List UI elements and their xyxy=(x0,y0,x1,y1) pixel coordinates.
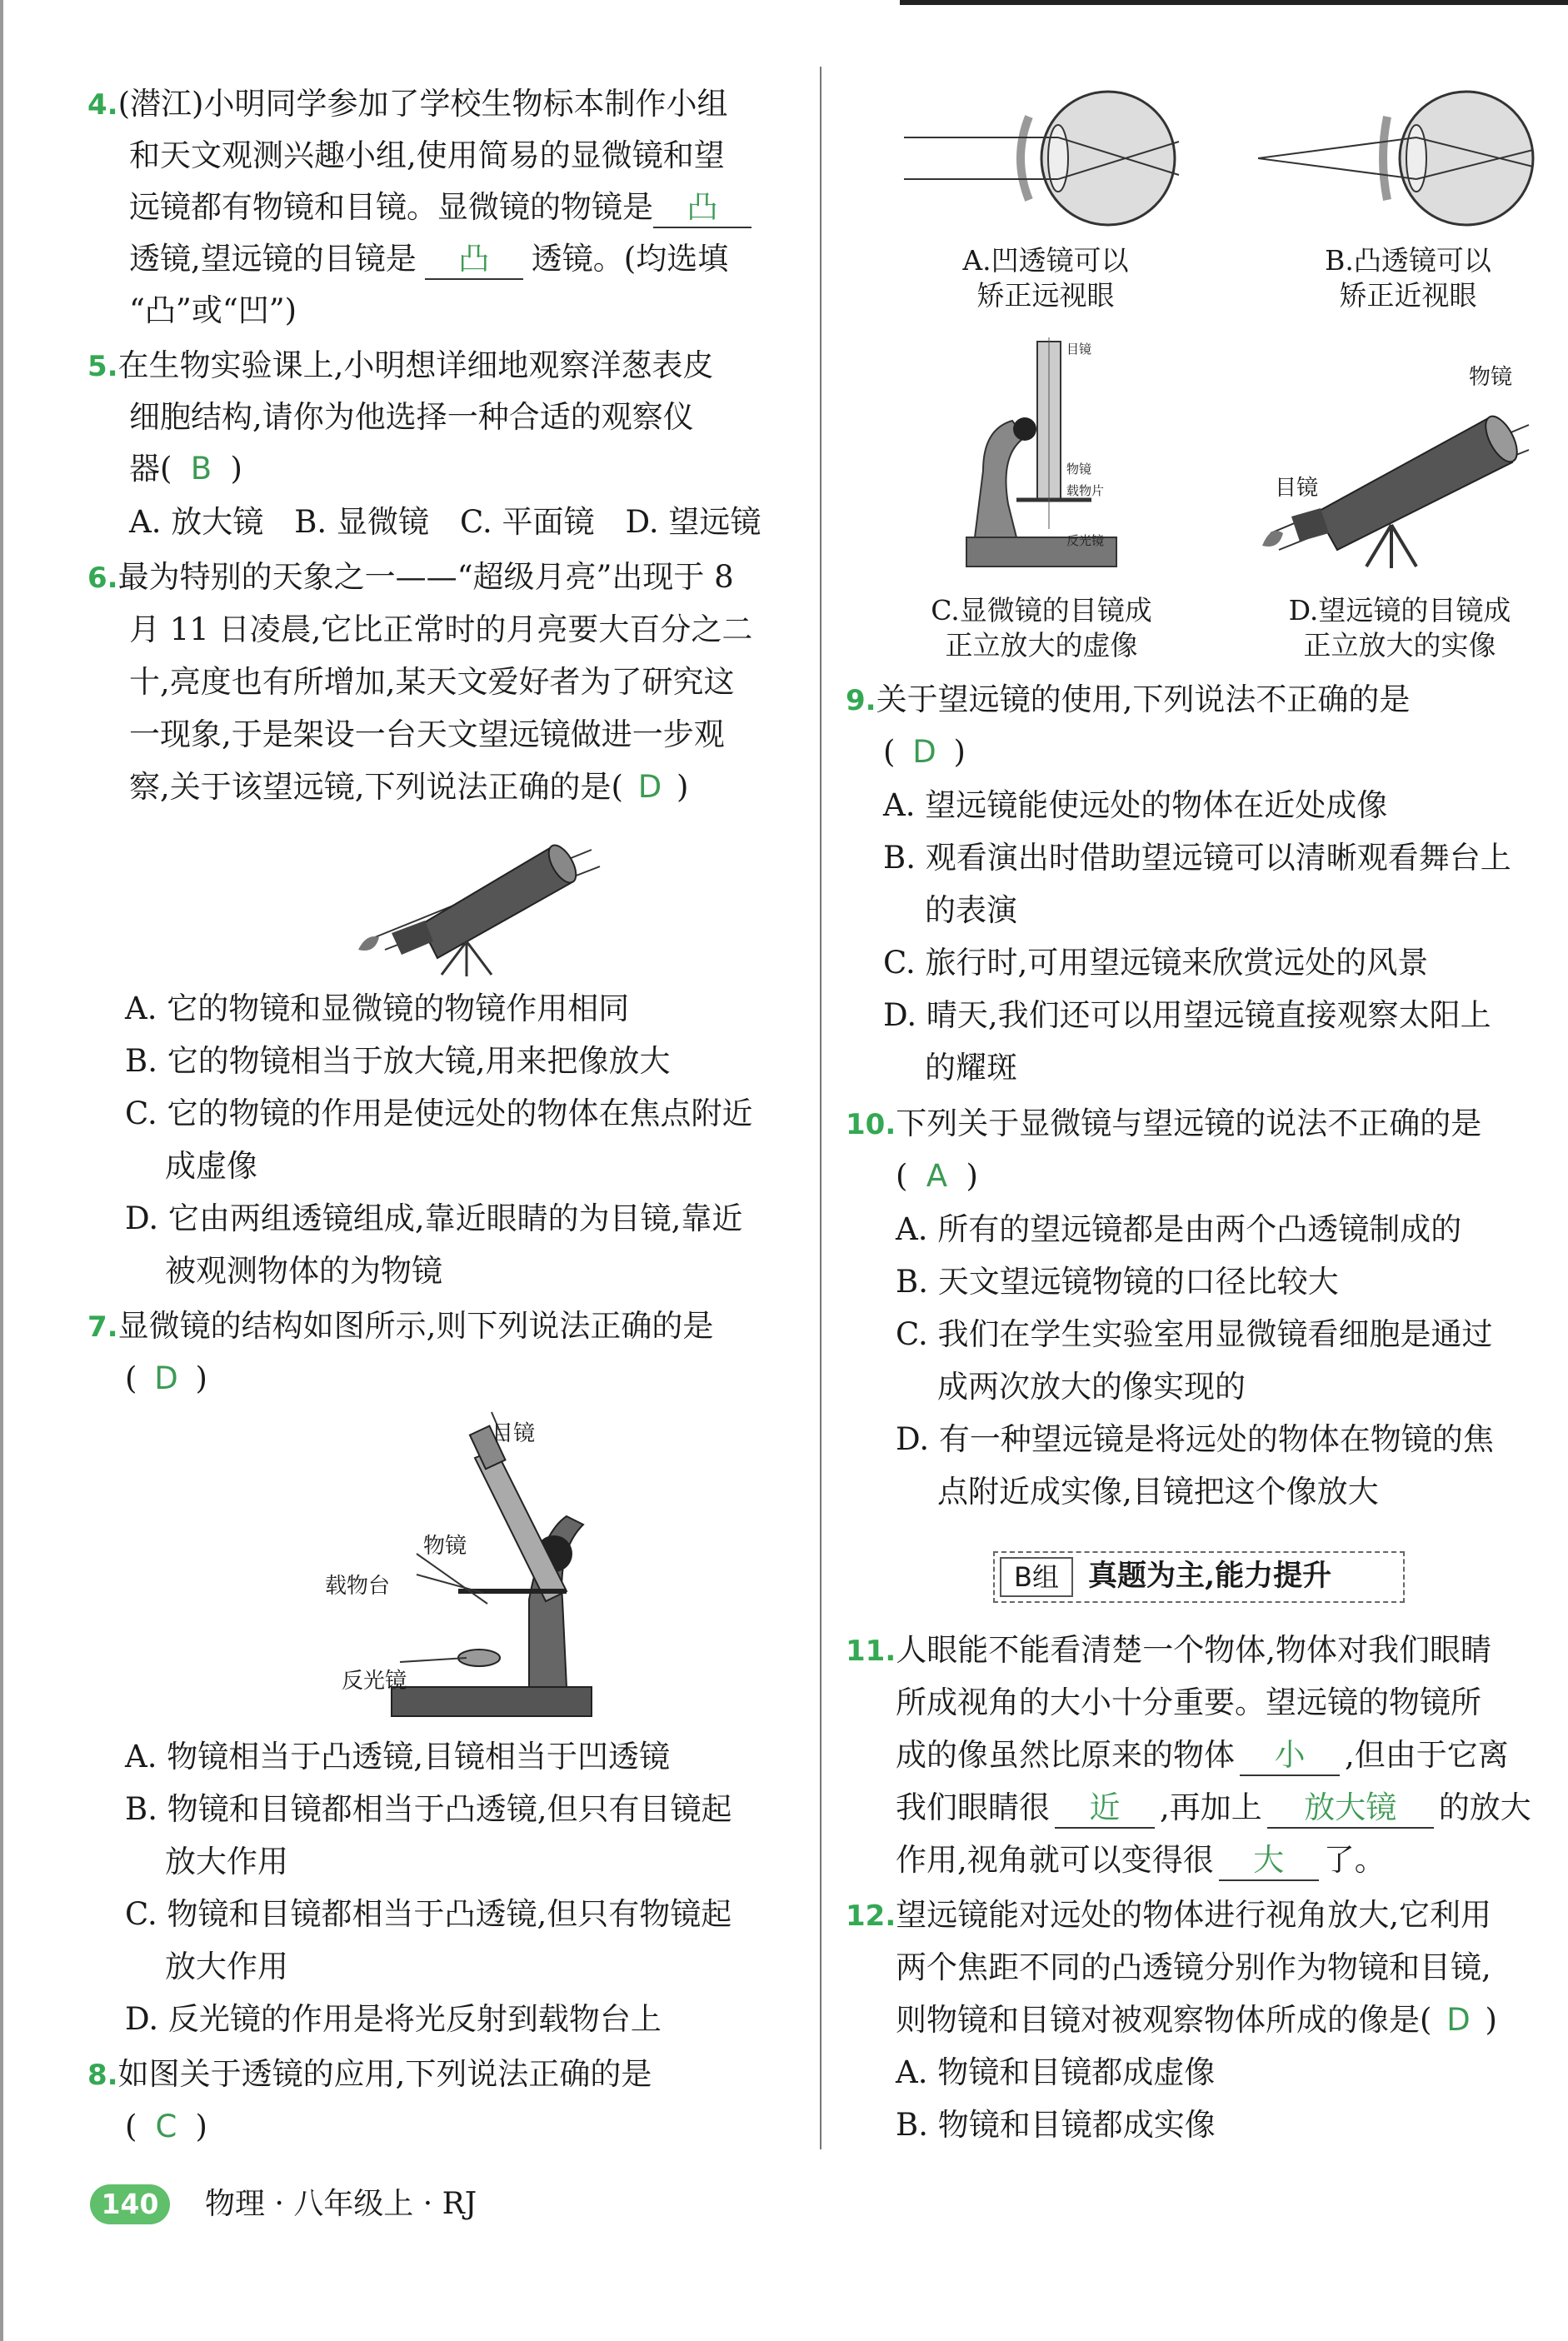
q9-answer: D xyxy=(912,734,936,770)
q10-option-c: C. 我们在学生实验室用显微镜看细胞是通过 xyxy=(896,1316,1493,1352)
q8-caption-a xyxy=(912,243,1179,313)
q5-line2: 细胞结构,请你为他选择一种合适的观察仪 xyxy=(129,399,694,435)
q8-paren-close: ) xyxy=(195,2109,207,2144)
q10-text: 下列关于显微镜与望远镜的说法不正确的是 xyxy=(896,1106,1482,1141)
footer-book-title: 物理 · 八年级上 · RJ xyxy=(205,2187,477,2221)
q5-line1 xyxy=(87,347,713,386)
page-number-badge: 140 xyxy=(90,2184,170,2224)
q4-line6: “凸”或“凹”) xyxy=(129,292,297,328)
q12-line3 xyxy=(896,2001,1497,2039)
q8-eye-figure-b xyxy=(1258,83,1550,233)
q8-line1 xyxy=(87,2055,652,2094)
q11-text9: 了。 xyxy=(1323,1842,1386,1878)
q6-line1 xyxy=(87,558,734,597)
q12-text: 望远镜能对远处的物体进行视角放大,它利用 xyxy=(896,1897,1491,1933)
q9-option-b-cont: 的表演 xyxy=(925,892,1017,928)
q8-microscope-figure xyxy=(950,337,1133,571)
q12-text3: 则物镜和目镜对被观察物体所成的像是( xyxy=(896,2002,1432,2038)
q4-number: 4. xyxy=(87,88,118,122)
q8-caption-d-line1: D.望远镜的目镜成 xyxy=(1288,594,1511,626)
q6-line3: 十,亮度也有所增加,某天文爱好者为了研究这 xyxy=(129,664,735,700)
q6-option-d: D. 它由两组透镜组成,靠近眼睛的为目镜,靠近 xyxy=(125,1200,743,1236)
q11-text8: 作用,视角就可以变得很 xyxy=(896,1842,1214,1878)
q5-options: A. 放大镜 B. 显微镜 C. 平面镜 D. 望远镜 xyxy=(129,504,762,540)
q8-caption-b-line2: 矫正近视眼 xyxy=(1339,279,1477,312)
q9-option-c: C. 旅行时,可用望远镜来欣赏远处的风景 xyxy=(883,945,1429,981)
q9-line2 xyxy=(883,733,966,771)
q8-caption-c xyxy=(891,593,1191,663)
q5-paren-close: ) xyxy=(230,451,242,487)
q7-label-eyepiece: 目镜 xyxy=(492,1421,536,1446)
q11-text6: ,再加上 xyxy=(1160,1789,1262,1825)
q10-answer: A xyxy=(926,1158,948,1194)
q12-option-a: A. 物镜和目镜都成虚像 xyxy=(896,2054,1216,2090)
q8-line2 xyxy=(125,2108,207,2146)
q9-paren-close: ) xyxy=(953,734,966,770)
q8-caption-d xyxy=(1250,593,1550,663)
q10-option-d: D. 有一种望远镜是将远处的物体在物镜的焦 xyxy=(896,1421,1494,1457)
q8-caption-b-line1: B.凸透镜可以 xyxy=(1325,244,1491,277)
q9-paren-open: ( xyxy=(883,734,896,770)
q8-micro-label-slide: 载物片 xyxy=(1066,483,1105,498)
q6-number: 6. xyxy=(87,562,118,595)
q11-line5 xyxy=(896,1841,1386,1881)
q7-line2 xyxy=(125,1360,207,1398)
q8-caption-d-line2: 正立放大的实像 xyxy=(1303,629,1496,661)
q8-tele-label-objective: 物镜 xyxy=(1469,365,1513,390)
q7-option-b: B. 物镜和目镜都相当于凸透镜,但只有目镜起 xyxy=(125,1791,732,1827)
q6-option-d-cont: 被观测物体的为物镜 xyxy=(165,1253,442,1289)
q10-paren-open: ( xyxy=(896,1158,908,1194)
q6-option-b: B. 它的物镜相当于放大镜,用来把像放大 xyxy=(125,1043,671,1079)
q6-option-c-cont: 成虚像 xyxy=(165,1148,257,1184)
q4-blank2 xyxy=(425,240,523,280)
q8-caption-a-line2: 矫正远视眼 xyxy=(976,279,1115,312)
q5-answer: B xyxy=(190,451,212,487)
q7-paren-open: ( xyxy=(125,1360,137,1396)
page-edge xyxy=(0,0,3,2341)
q7-line1 xyxy=(87,1307,713,1346)
q4-blank1 xyxy=(653,188,752,228)
q10-option-b: B. 天文望远镜物镜的口径比较大 xyxy=(896,1264,1339,1300)
q10-option-d-cont: 点附近成实像,目镜把这个像放大 xyxy=(937,1474,1379,1510)
q11-blank4 xyxy=(1219,1841,1319,1881)
q4-line1 xyxy=(87,85,727,124)
q11-number: 11. xyxy=(846,1635,896,1668)
q7-paren-close: ) xyxy=(195,1360,207,1396)
q11-answer1: 小 xyxy=(1274,1737,1306,1773)
q9-option-a: A. 望远镜能使远处的物体在近处成像 xyxy=(883,787,1388,823)
q8-number: 8. xyxy=(87,2059,118,2092)
q5-text: 在生物实验课上,小明想详细地观察洋葱表皮 xyxy=(117,347,714,383)
q11-answer2: 近 xyxy=(1089,1789,1121,1825)
q8-answer: C xyxy=(155,2109,177,2144)
q6-text5: 察,关于该望远镜,下列说法正确的是( xyxy=(129,769,623,805)
q4-answer1: 凸 xyxy=(687,189,718,225)
section-b-group-label: B组 xyxy=(1000,1557,1073,1597)
q8-micro-label-objective: 物镜 xyxy=(1066,462,1092,477)
q12-number: 12. xyxy=(846,1899,896,1933)
top-rule xyxy=(900,0,1568,5)
q11-line2: 所成视角的大小十分重要。望远镜的物镜所 xyxy=(896,1685,1481,1720)
q8-caption-a-line1: A.凹透镜可以 xyxy=(962,244,1129,277)
q9-option-d: D. 晴天,我们还可以用望远镜直接观察太阳上 xyxy=(883,997,1491,1033)
q11-blank1 xyxy=(1240,1736,1340,1776)
q6-option-a: A. 它的物镜和显微镜的物镜作用相同 xyxy=(125,991,630,1026)
section-b-banner xyxy=(993,1551,1405,1603)
q7-option-c-cont: 放大作用 xyxy=(165,1949,288,1984)
q12-paren-close: ) xyxy=(1485,2002,1497,2038)
q10-paren-close: ) xyxy=(966,1158,978,1194)
section-b-title: 真题为主,能力提升 xyxy=(1088,1559,1332,1593)
q12-option-b: B. 物镜和目镜都成实像 xyxy=(896,2107,1216,2143)
q8-tele-label-eyepiece: 目镜 xyxy=(1275,476,1319,501)
q11-blank2 xyxy=(1055,1789,1155,1829)
q6-telescope-figure xyxy=(342,825,608,983)
q11-answer3: 放大镜 xyxy=(1304,1789,1397,1825)
q9-option-b: B. 观看演出时借助望远镜可以清晰观看舞台上 xyxy=(883,840,1511,876)
q4-line4 xyxy=(129,240,728,280)
q7-option-d: D. 反光镜的作用是将光反射到载物台上 xyxy=(125,2001,662,2037)
q7-label-objective: 物镜 xyxy=(423,1534,467,1559)
q11-line1 xyxy=(846,1631,1491,1670)
q8-caption-c-line1: C.显微镜的目镜成 xyxy=(931,594,1152,626)
q11-text5: 我们眼睛很 xyxy=(896,1789,1050,1825)
q9-number: 9. xyxy=(846,684,876,717)
q5-line3 xyxy=(129,450,242,488)
column-divider xyxy=(820,67,821,2149)
q10-line2 xyxy=(896,1157,978,1195)
q4-text3: 远镜都有物镜和目镜。显微镜的物镜是 xyxy=(129,189,653,225)
q8-micro-label-eyepiece: 目镜 xyxy=(1066,342,1092,357)
q7-answer: D xyxy=(154,1360,178,1396)
q4-text5: 透镜。(均选填 xyxy=(531,241,729,277)
q7-text: 显微镜的结构如图所示,则下列说法正确的是 xyxy=(117,1308,714,1344)
q5-number: 5. xyxy=(87,350,118,383)
q6-line5 xyxy=(129,768,688,806)
q8-caption-b xyxy=(1275,243,1541,313)
q11-line4 xyxy=(896,1789,1531,1829)
q7-option-a: A. 物镜相当于凸透镜,目镜相当于凹透镜 xyxy=(125,1739,671,1774)
q12-answer: D xyxy=(1446,2002,1471,2038)
q11-text: 人眼能不能看清楚一个物体,物体对我们眼睛 xyxy=(896,1632,1491,1668)
q4-line3 xyxy=(129,188,752,228)
q4-answer2: 凸 xyxy=(458,241,490,277)
q6-paren-close: ) xyxy=(676,769,689,805)
q10-option-a: A. 所有的望远镜都是由两个凸透镜制成的 xyxy=(896,1211,1462,1247)
q11-line3 xyxy=(896,1736,1509,1776)
q8-micro-label-mirror: 反光镜 xyxy=(1066,533,1105,548)
q6-line2: 月 11 日凌晨,它比正常时的月亮要大百分之二 xyxy=(129,611,753,647)
q8-text: 如图关于透镜的应用,下列说法正确的是 xyxy=(117,2056,652,2092)
q9-line1 xyxy=(846,681,1410,720)
q7-label-stage: 载物台 xyxy=(325,1574,391,1599)
q8-paren-open: ( xyxy=(125,2109,137,2144)
q10-number: 10. xyxy=(846,1108,896,1141)
q12-line1 xyxy=(846,1896,1491,1935)
q7-label-mirror: 反光镜 xyxy=(342,1669,407,1694)
q5-paren-open: 器( xyxy=(129,451,172,487)
q6-answer: D xyxy=(637,769,662,805)
q6-option-c: C. 它的物镜的作用是使远处的物体在焦点附近 xyxy=(125,1096,753,1131)
q11-answer4: 大 xyxy=(1253,1842,1285,1878)
q10-line1 xyxy=(846,1105,1481,1144)
q11-text4: ,但由于它离 xyxy=(1345,1737,1509,1773)
q7-option-c: C. 物镜和目镜都相当于凸透镜,但只有物镜起 xyxy=(125,1896,732,1932)
q4-line2: 和天文观测兴趣小组,使用简易的显微镜和望 xyxy=(129,137,725,173)
q4-text4: 透镜,望远镜的目镜是 xyxy=(129,241,417,277)
q6-line4: 一现象,于是架设一台天文望远镜做进一步观 xyxy=(129,716,725,752)
q8-caption-c-line2: 正立放大的虚像 xyxy=(945,629,1138,661)
q11-text3: 成的像虽然比原来的物体 xyxy=(896,1737,1235,1773)
q10-option-c-cont: 成两次放大的像实现的 xyxy=(937,1369,1246,1405)
q11-text7: 的放大 xyxy=(1438,1789,1531,1825)
q9-option-d-cont: 的耀斑 xyxy=(925,1050,1017,1086)
q7-option-b-cont: 放大作用 xyxy=(165,1844,288,1879)
q12-line2: 两个焦距不同的凸透镜分别作为物镜和目镜, xyxy=(896,1949,1491,1985)
q8-eye-figure-a xyxy=(904,83,1196,233)
q6-text: 最为特别的天象之一——“超级月亮”出现于 8 xyxy=(117,559,734,595)
q7-number: 7. xyxy=(87,1310,118,1344)
q11-blank3 xyxy=(1267,1789,1434,1829)
q9-text: 关于望远镜的使用,下列说法不正确的是 xyxy=(876,681,1411,717)
q4-text: (潜江)小明同学参加了学校生物标本制作小组 xyxy=(117,86,728,122)
